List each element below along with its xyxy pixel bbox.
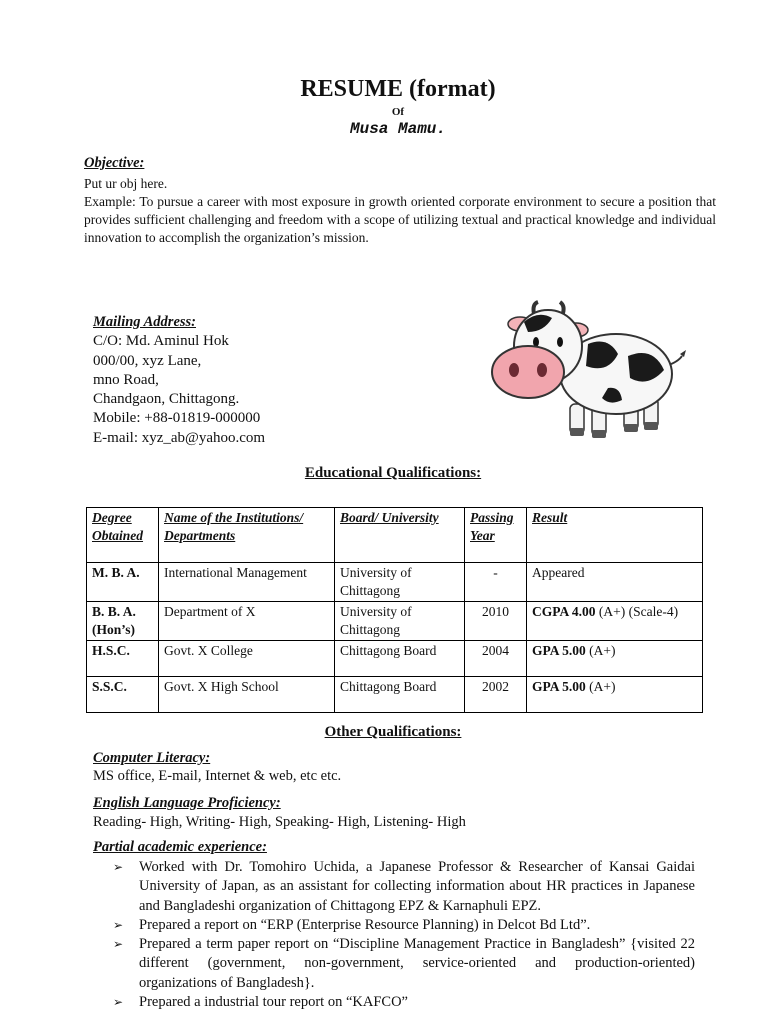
resume-title: RESUME (format) (300, 76, 496, 102)
degree-cell: B. B. A. (Hon’s) (87, 602, 159, 641)
result-score: GPA 5.00 (532, 679, 586, 694)
degree-cell: S.S.C. (87, 677, 159, 713)
list-item-text: Prepared a term paper report on “Discipline Management Practice in Bangladesh” {visited 22 different (government, non-government, service-oriented and production-oriented) organizations of Bangladesh}. (139, 936, 695, 991)
year-cell: 2004 (465, 641, 527, 677)
table-header-row (87, 508, 703, 563)
other-qualifications-heading: Other Qualifications: (324, 724, 462, 740)
education-table (86, 507, 703, 713)
mailing-line: C/O: Md. Aminul Hok (93, 333, 229, 350)
result-score: CGPA 4.00 (532, 604, 596, 619)
list-item-text: Prepared a industrial tour report on “KAFCO” (139, 994, 408, 1011)
column-header: Degree Obtained (87, 508, 159, 563)
result-grade: (A+) (Scale-4) (595, 604, 679, 619)
year-cell: - (465, 563, 527, 602)
list-item (113, 935, 695, 993)
table-row (87, 602, 703, 641)
institution-cell: International Management (159, 563, 335, 602)
year-cell: 2010 (465, 602, 527, 641)
result-score: GPA 5.00 (532, 643, 586, 658)
board-cell: Chittagong Board (335, 677, 465, 713)
result-grade: (A+) (585, 679, 616, 694)
list-item (113, 916, 695, 935)
mailing-line: 000/00, xyz Lane, (93, 352, 202, 369)
table-row (87, 677, 703, 713)
objective-line: Example: To pursue a career with most exposure in growth oriented corporate environment to secure a position that provides sufficient challenging and freedom with a scope of utilizing textual and practical knowledge and individual innovation to accomplish the organization’s mission. (84, 194, 716, 245)
result-grade: (A+) (585, 643, 616, 658)
board-cell: Chittagong Board (335, 641, 465, 677)
list-item (113, 858, 695, 916)
academic-experience-list (113, 858, 695, 1012)
institution-cell: Govt. X High School (159, 677, 335, 713)
mobile-line: Mobile: +88-01819-000000 (93, 410, 261, 427)
english-proficiency-heading: English Language Proficiency: (93, 795, 281, 811)
institution-cell: Department of X (159, 602, 335, 641)
computer-literacy-heading: Computer Literacy: (93, 750, 211, 766)
academic-experience-heading: Partial academic experience: (93, 839, 267, 855)
degree-cell: H.S.C. (87, 641, 159, 677)
column-header: Board/ University (335, 508, 465, 563)
objective-line: Put ur obj here. (84, 176, 168, 191)
table-row (87, 641, 703, 677)
english-proficiency-text: Reading- High, Writing- High, Speaking- High, Listening- High (93, 814, 466, 830)
arrow-bullet-icon: ➢ (113, 995, 124, 1010)
mailing-line: Chandgaon, Chittagong. (93, 391, 240, 408)
board-cell: University of Chittagong (335, 602, 465, 641)
result-cell (527, 677, 703, 713)
institution-cell: Govt. X College (159, 641, 335, 677)
year-cell: 2002 (465, 677, 527, 713)
column-header: Name of the Institutions/ Departments (159, 508, 335, 563)
board-cell: University of Chittagong (335, 563, 465, 602)
result-cell (527, 563, 703, 602)
candidate-name: Musa Mamu. (349, 120, 446, 138)
mailing-heading: Mailing Address: (93, 314, 196, 330)
education-heading: Educational Qualifications: (304, 465, 482, 481)
list-item-text: Prepared a report on “ERP (Enterprise Resource Planning) in Delcot Bd Ltd”. (139, 916, 591, 933)
of-label: Of (391, 106, 405, 118)
cow-illustration-icon (488, 296, 688, 444)
mailing-address (93, 313, 265, 448)
email-line: E-mail: xyz_ab@yahoo.com (93, 429, 266, 446)
list-item-text: Worked with Dr. Tomohiro Uchida, a Japanese Professor & Researcher of Kansai Gaidai University of Japan, as an assistant for collecting information about HR practices in Japanese and Bangladeshi organization of Chittagong EPZ & Karnaphuli EPZ. (139, 859, 695, 914)
result-grade: Appeared (532, 565, 585, 580)
computer-literacy-text: MS office, E-mail, Internet & web, etc etc. (93, 768, 342, 784)
arrow-bullet-icon: ➢ (113, 860, 124, 874)
mailing-line: mno Road, (93, 371, 159, 388)
list-item (113, 993, 695, 1012)
objective-text (84, 175, 716, 247)
table-row (87, 563, 703, 602)
result-cell (527, 602, 703, 641)
objective-heading: Objective: (84, 155, 145, 171)
column-header: Passing Year (465, 508, 527, 563)
result-cell (527, 641, 703, 677)
arrow-bullet-icon: ➢ (113, 937, 124, 952)
arrow-bullet-icon: ➢ (113, 917, 124, 932)
degree-cell: M. B. A. (87, 563, 159, 602)
column-header: Result (527, 508, 703, 563)
